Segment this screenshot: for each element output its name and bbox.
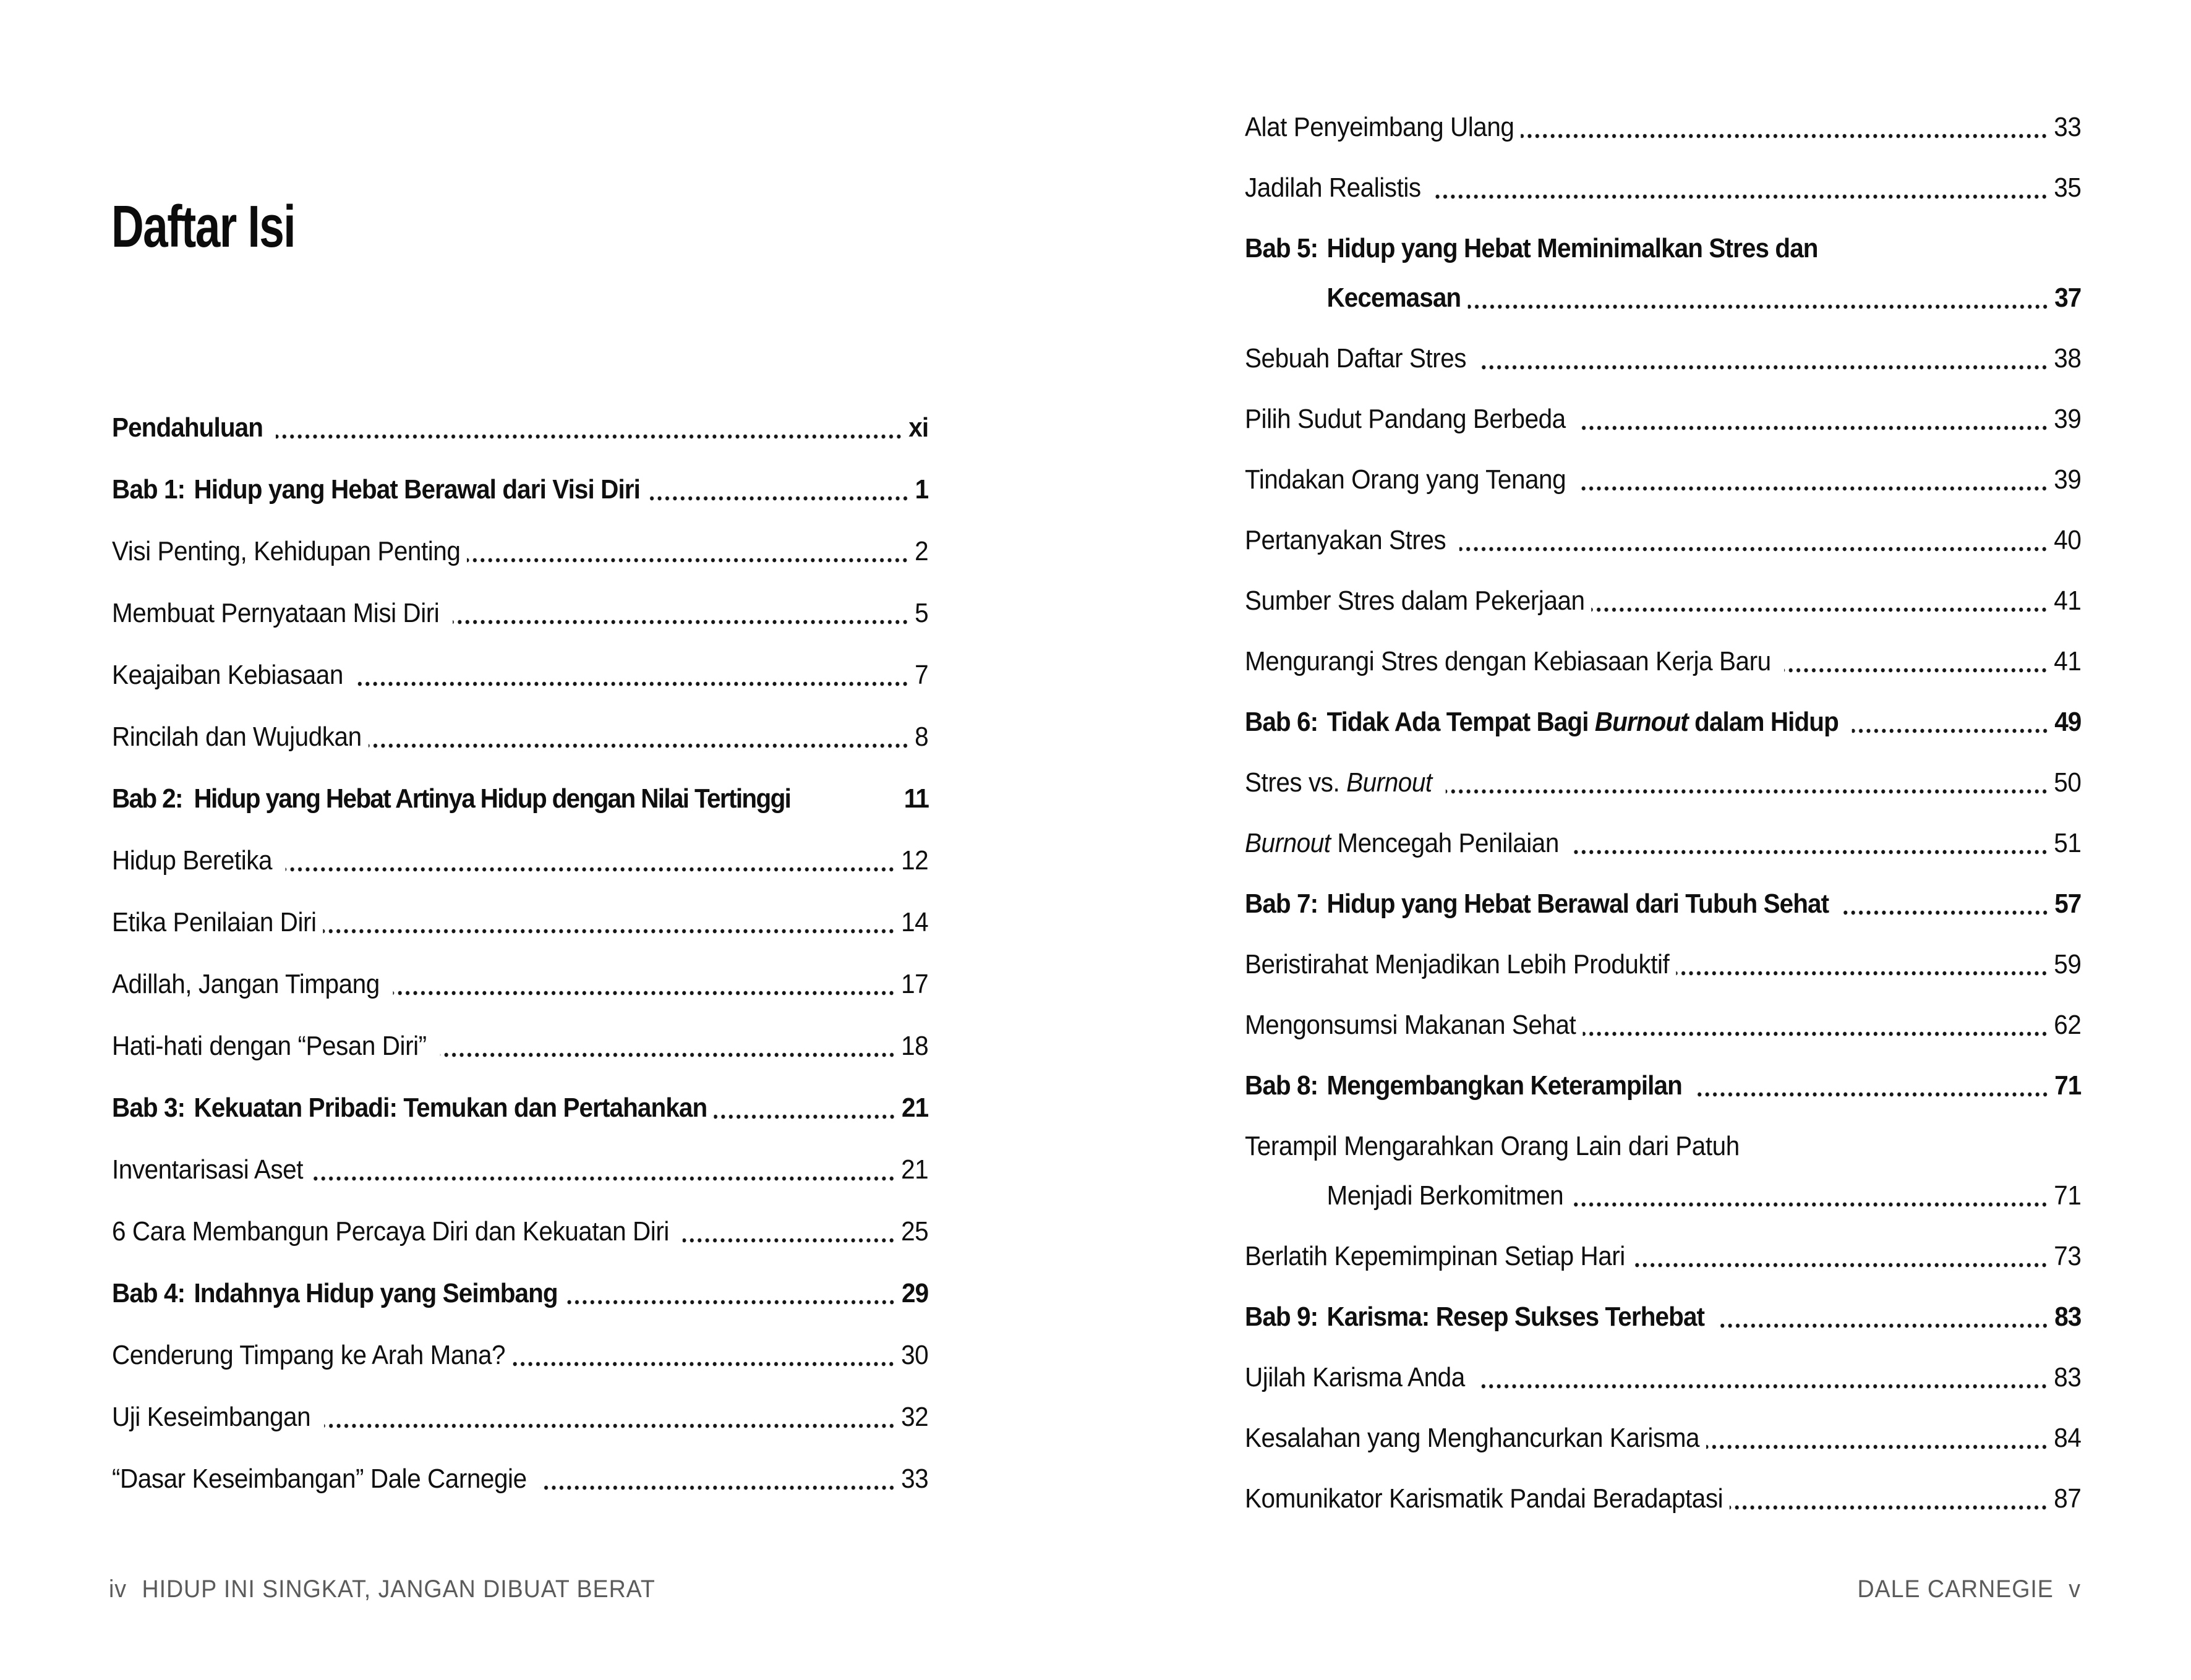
- entry-title: Sumber Stres dalam Pekerjaan: [1245, 586, 1585, 616]
- page-number: 41: [2054, 586, 2082, 616]
- dot-leader: [1459, 545, 2048, 553]
- dot-leader: [1676, 970, 2048, 977]
- toc-section-entry: [112, 584, 928, 646]
- entry-title: 6 Cara Membangun Percaya Diri dan Kekuatan Diri: [112, 1216, 676, 1247]
- toc-section-entry: [1245, 816, 2081, 876]
- toc-section-entry: [112, 832, 928, 893]
- toc-chapter-entry: [1245, 1289, 2081, 1350]
- page-number: 84: [2054, 1423, 2082, 1453]
- dot-leader: [467, 556, 908, 564]
- entry-title: Indahnya Hidup yang Seimbang: [194, 1278, 558, 1308]
- chapter-label: Bab 1:: [112, 474, 186, 505]
- entry-title: Hidup yang Hebat Berawal dari Tubuh Sehat: [1326, 889, 1835, 919]
- dot-leader: [1570, 1201, 2048, 1208]
- toc-section-entry: [112, 1203, 928, 1264]
- dot-leader: [714, 1113, 895, 1120]
- toc-section-entry: [1245, 997, 2081, 1058]
- dot-leader: [286, 866, 895, 873]
- page-number: 71: [2054, 1180, 2082, 1211]
- dot-leader: [1579, 485, 2048, 492]
- entry-title: Stres vs. Burnout: [1245, 767, 1432, 798]
- page-number: 50: [2054, 767, 2082, 798]
- page-number: 37: [2054, 283, 2082, 313]
- toc-chapter-entry: [112, 1079, 928, 1141]
- page-number: 39: [2054, 404, 2082, 434]
- entry-title: Ujilah Karisma Anda: [1245, 1362, 1472, 1392]
- dot-leader: [512, 1360, 895, 1368]
- page-number: 11: [903, 783, 929, 814]
- page-number: 33: [901, 1464, 929, 1494]
- toc-section-entry: [112, 1017, 928, 1079]
- page-number: 62: [2054, 1010, 2082, 1040]
- toc-section-entry: [112, 893, 928, 955]
- dot-leader: [1582, 1030, 2048, 1038]
- entry-title: Tidak Ada Tempat Bagi Burnout dalam Hidup: [1326, 707, 1845, 737]
- dot-leader: [683, 1237, 895, 1244]
- dot-leader: [1467, 303, 2049, 310]
- entry-title: Membuat Pernyataan Misi Diri: [112, 598, 446, 628]
- page-number: 7: [915, 660, 929, 690]
- toc-section-entry: [1245, 331, 2081, 391]
- toc-section-entry: [112, 1141, 928, 1203]
- page-number: 17: [901, 969, 929, 999]
- chapter-label: Bab 5:: [1245, 233, 1318, 263]
- entry-title: Cenderung Timpang ke Arah Mana?: [112, 1340, 506, 1370]
- page-number: xi: [908, 412, 929, 443]
- dot-leader: [1480, 364, 2048, 371]
- page-number: 39: [2054, 464, 2082, 495]
- dot-leader: [647, 495, 909, 502]
- toc-section-entry: [112, 1450, 928, 1512]
- page-number: 71: [2054, 1070, 2082, 1101]
- footer-left-book-title: HIDUP INI SINGKAT, JANGAN DIBUAT BERAT: [142, 1576, 656, 1603]
- dot-leader: [324, 1422, 895, 1430]
- page-number: 73: [2054, 1241, 2082, 1271]
- footer-right: [1295, 1576, 2081, 1603]
- chapter-label: Bab 3:: [112, 1093, 186, 1123]
- toc-left-column: [112, 399, 928, 1512]
- dot-leader: [1717, 1322, 2049, 1329]
- dot-leader: [453, 618, 909, 626]
- entry-title: Alat Penyeimbang Ulang: [1245, 112, 1514, 142]
- leader-spacer: [1825, 254, 2076, 261]
- entry-title: Hidup Beretika: [112, 845, 279, 876]
- page-number: 5: [915, 598, 929, 628]
- page-number: 2: [915, 536, 929, 566]
- dot-leader: [1592, 606, 2048, 613]
- dot-leader: [1579, 424, 2049, 432]
- entry-title: Kecemasan: [1326, 283, 1461, 313]
- page-number: 57: [2054, 889, 2082, 919]
- entry-title: Hidup yang Hebat Meminimalkan Stres dan: [1326, 233, 1818, 263]
- footer-right-author: DALE CARNEGIE: [1857, 1576, 2054, 1603]
- entry-title: Beristirahat Menjadikan Lebih Produktif: [1245, 949, 1670, 979]
- entry-title: Karisma: Resep Sukses Terhebat: [1326, 1302, 1711, 1332]
- entry-title: Hati-hati dengan “Pesan Diri”: [112, 1031, 434, 1061]
- dot-leader: [357, 680, 909, 688]
- toc-section-entry: [1245, 755, 2081, 816]
- dot-leader: [1730, 1504, 2048, 1511]
- footer-left-page-number: iv: [109, 1576, 127, 1603]
- entry-title: Tindakan Orang yang Tenang: [1245, 464, 1573, 495]
- dot-leader: [1842, 909, 2049, 916]
- chapter-label: Bab 6:: [1245, 707, 1318, 737]
- dot-leader: [1446, 788, 2049, 795]
- page-number: 14: [901, 907, 929, 937]
- dot-leader: [1706, 1443, 2048, 1451]
- leader-spacer: [797, 804, 898, 811]
- entry-title: Kekuatan Pribadi: Temukan dan Pertahankan: [194, 1093, 707, 1123]
- toc-section-entry: [1245, 1119, 2081, 1179]
- toc-chapter-entry: [112, 1264, 928, 1326]
- page-number: 30: [901, 1340, 929, 1370]
- toc-chapter-entry: [112, 461, 928, 522]
- page-number: 33: [2054, 112, 2082, 142]
- toc-section-entry: [112, 522, 928, 584]
- entry-title: Menjadi Berkomitmen: [1326, 1180, 1564, 1211]
- toc-section-entry: [1245, 160, 2081, 221]
- dot-leader: [369, 742, 909, 749]
- chapter-label: Bab 8:: [1245, 1070, 1318, 1101]
- toc-section-entry: [1245, 513, 2081, 573]
- dot-leader: [323, 927, 895, 935]
- page-number: 18: [901, 1031, 929, 1061]
- dot-leader: [1784, 667, 2048, 674]
- page-number: 1: [915, 474, 929, 505]
- toc-chapter-entry: [112, 770, 928, 832]
- entry-title: Pilih Sudut Pandang Berbeda: [1245, 404, 1573, 434]
- toc-section-entry: [112, 646, 928, 708]
- toc-section-entry: [1245, 1410, 2081, 1471]
- dot-leader: [1521, 132, 2048, 140]
- toc-chapter-entry: [1245, 221, 2081, 281]
- toc-section-entry: [1245, 937, 2081, 997]
- entry-title: Jadilah Realistis: [1245, 173, 1428, 203]
- dot-leader: [1632, 1261, 2048, 1269]
- dot-leader: [1695, 1091, 2049, 1098]
- entry-title: “Dasar Keseimbangan” Dale Carnegie: [112, 1464, 534, 1494]
- entry-title: Burnout Mencegah Penilaian: [1245, 828, 1566, 858]
- toc-chapter-entry: [112, 399, 928, 461]
- entry-title: Mengurangi Stres dengan Kebiasaan Kerja Baru: [1245, 646, 1778, 676]
- page-number: 21: [902, 1093, 929, 1123]
- toc-section-entry: [112, 955, 928, 1017]
- entry-title: Pendahuluan: [112, 412, 270, 443]
- toc-chapter-entry: [1245, 281, 2081, 331]
- toc-section-entry: [1245, 573, 2081, 634]
- entry-title: Berlatih Kepemimpinan Setiap Hari: [1245, 1241, 1625, 1271]
- toc-section-entry: [1245, 100, 2081, 160]
- toc-section-entry: [1245, 1229, 2081, 1289]
- dot-leader: [540, 1484, 895, 1491]
- entry-title: Rincilah dan Wujudkan: [112, 722, 362, 752]
- dot-leader: [1851, 727, 2049, 735]
- page-number: 29: [902, 1278, 929, 1308]
- toc-section-entry: [1245, 391, 2081, 452]
- dot-leader: [1573, 848, 2048, 856]
- page-number: 21: [901, 1154, 929, 1185]
- entry-title: Uji Keseimbangan: [112, 1402, 317, 1432]
- chapter-label: Bab 2:: [112, 783, 182, 814]
- entry-title: Pertanyakan Stres: [1245, 525, 1453, 555]
- dot-leader: [310, 1175, 895, 1182]
- page-number: 41: [2054, 646, 2082, 676]
- entry-title: Kesalahan yang Menghancurkan Karisma: [1245, 1423, 1700, 1453]
- entry-title: Mengembangkan Keterampilan: [1326, 1070, 1689, 1101]
- toc-right-column: [1245, 100, 2081, 1532]
- page-number: 40: [2054, 525, 2082, 555]
- toc-section-entry: [1245, 1471, 2081, 1532]
- dot-leader: [1479, 1383, 2048, 1390]
- toc-section-entry: [1245, 452, 2081, 513]
- toc-section-entry: [112, 1326, 928, 1388]
- page-number: 51: [2054, 828, 2082, 858]
- entry-title: Hidup yang Hebat Berawal dari Visi Diri: [194, 474, 640, 505]
- entry-title: Komunikator Karismatik Pandai Beradaptasi: [1245, 1483, 1723, 1514]
- dot-leader: [1435, 193, 2049, 200]
- entry-title: Terampil Mengarahkan Orang Lain dari Patuh: [1245, 1131, 1740, 1161]
- entry-title: Keajaiban Kebiasaan: [112, 660, 350, 690]
- chapter-label: Bab 7:: [1245, 889, 1318, 919]
- page-number: 38: [2054, 343, 2082, 373]
- page-number: 32: [901, 1402, 929, 1432]
- entry-title: Etika Penilaian Diri: [112, 907, 317, 937]
- toc-section-entry: [1245, 634, 2081, 694]
- entry-title: Visi Penting, Kehidupan Penting: [112, 536, 461, 566]
- dot-leader: [565, 1298, 896, 1306]
- toc-chapter-entry: [1245, 1058, 2081, 1119]
- entry-title: Mengonsumsi Makanan Sehat: [1245, 1010, 1576, 1040]
- dot-leader: [276, 433, 903, 440]
- toc-section-entry: [1245, 1350, 2081, 1410]
- dot-leader: [440, 1051, 895, 1059]
- dot-leader: [393, 989, 895, 997]
- toc-section-entry: [112, 708, 928, 770]
- entry-title: Sebuah Daftar Stres: [1245, 343, 1473, 373]
- chapter-label: Bab 9:: [1245, 1302, 1318, 1332]
- page-number: 8: [915, 722, 929, 752]
- footer-left: [109, 1576, 656, 1603]
- page-title: Daftar Isi: [111, 194, 296, 260]
- page-number: 35: [2054, 173, 2082, 203]
- footer-right-page-number: v: [2069, 1576, 2081, 1603]
- entry-title: Inventarisasi Aset: [112, 1154, 303, 1185]
- page-number: 25: [901, 1216, 929, 1247]
- toc-chapter-entry: [1245, 694, 2081, 755]
- toc-chapter-entry: [1245, 876, 2081, 937]
- page-number: 59: [2054, 949, 2082, 979]
- toc-section-entry: [112, 1388, 928, 1450]
- page-number: 83: [2054, 1362, 2082, 1392]
- page-number: 83: [2054, 1302, 2082, 1332]
- page-number: 87: [2054, 1483, 2082, 1514]
- leader-spacer: [1746, 1151, 2075, 1159]
- page-number: 12: [901, 845, 929, 876]
- entry-title: Adillah, Jangan Timpang: [112, 969, 387, 999]
- chapter-label: Bab 4:: [112, 1278, 186, 1308]
- page-number: 49: [2054, 707, 2082, 737]
- toc-section-entry: [1245, 1179, 2081, 1229]
- entry-title: Hidup yang Hebat Artinya Hidup dengan Nilai Tertinggi: [194, 783, 791, 814]
